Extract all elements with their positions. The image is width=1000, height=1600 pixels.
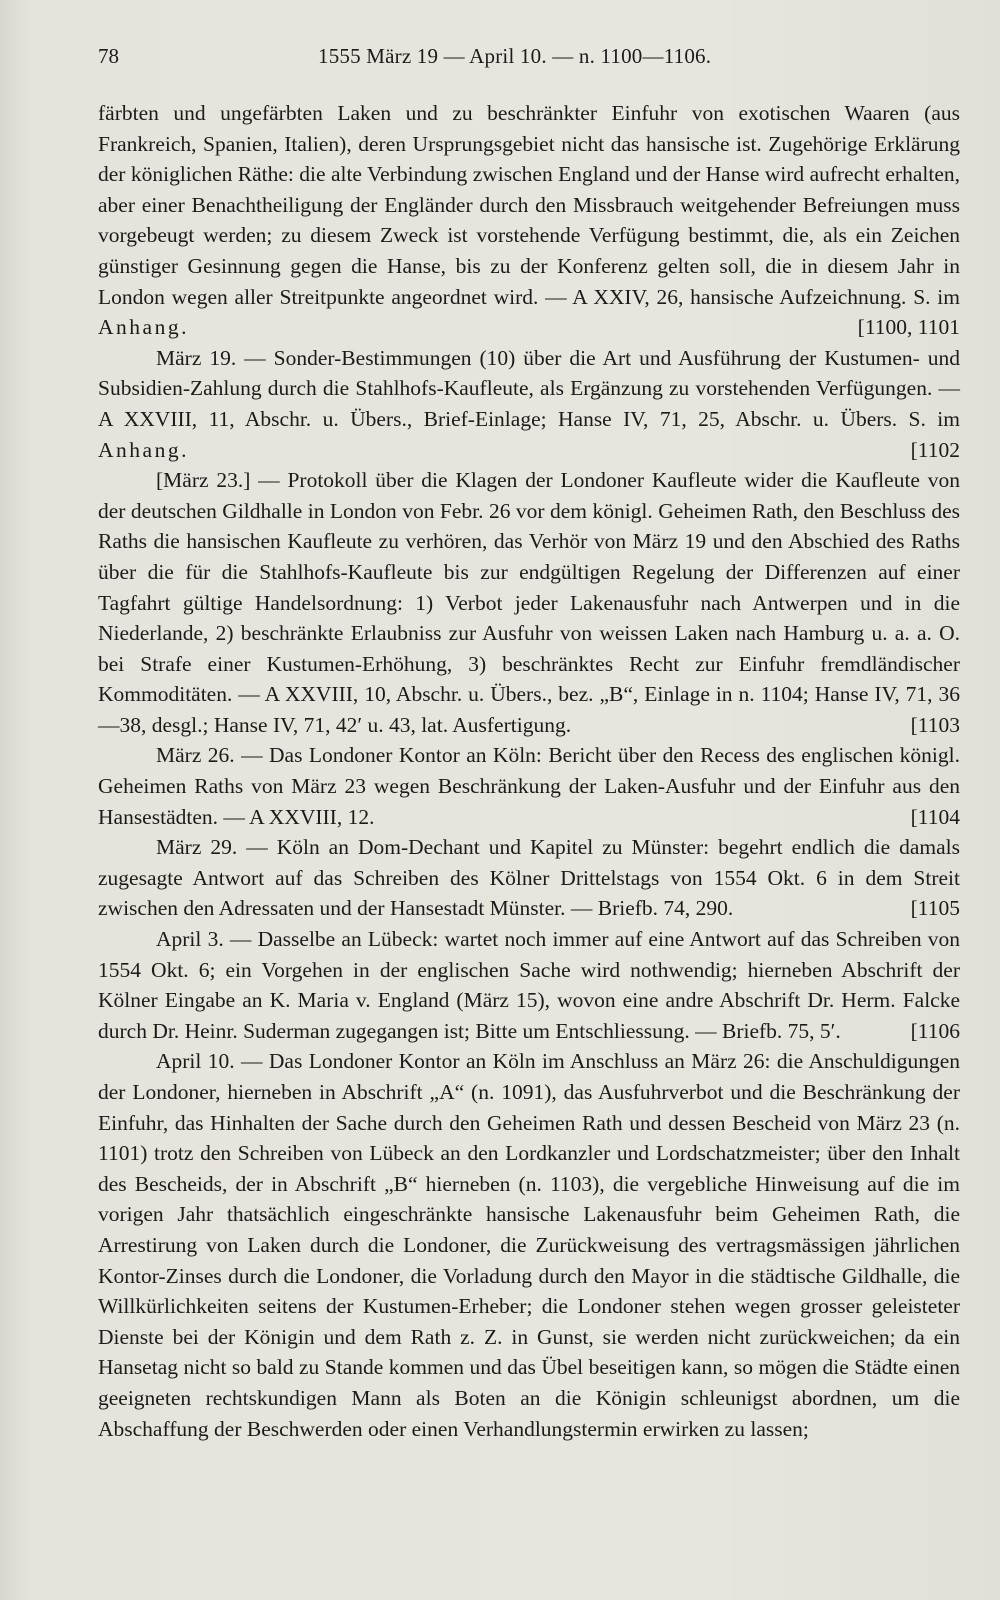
entry-text: — Das Londoner Kontor an Köln: Bericht über den Recess des englischen königl. Geheimen Raths von März 23 wegen Beschränkung der Laken-Ausfuhr und der Einfuhr aus den Hansestädten. — A XXVIII, 12. [98, 743, 960, 829]
entry-1106 [98, 924, 960, 1046]
entry-date: März 26. [156, 743, 235, 768]
entry-text: färbten und ungefärbten Laken und zu beschränkter Einfuhr von exotischen Waaren (aus Frankreich, Spanien, Italien), deren Ursprungsgebiet nicht das hansische ist. Zugehörige Erklärung der königlichen Räthe: die alte Verbindung zwischen England und der Hanse wird aufrecht erhalten, aber einer Benachtheiligung der Engländer durch den Missbrauch weitgehender Befreiungen muss vorgebeugt werden; zu diesem Zweck ist vorstehende Verfügung bestimmt, die, als ein Zeichen günstiger Gesinnung gegen die Hanse, bis zu der Konferenz gelten soll, die in diesem Jahr in London wegen aller Streitpunkte angeordnet wird. — A XXIV, 26, hansische Aufzeichnung. S. im [98, 101, 960, 309]
entry-number: [1104 [910, 804, 960, 829]
entry-date: März 29. [156, 835, 238, 860]
entry-1104 [98, 740, 960, 832]
entry-tail: Anhang. [98, 315, 189, 340]
entry-text: — Köln an Dom-Dechant und Kapitel zu Münster: begehrt endlich die damals zugesagte Antwort auf das Schreiben des Kölner Drittelstags von 1554 Okt. 6 in dem Streit zwischen den Adressaten und der Hansestadt Münster. — Briefb. 74, 290. [98, 835, 960, 921]
entry-1100-1101 [98, 98, 960, 343]
entry-1102 [98, 343, 960, 465]
entries-body [98, 98, 960, 1444]
running-head [98, 44, 960, 80]
entry-text: — Dasselbe an Lübeck: wartet noch immer auf eine Antwort auf das Schreiben von 1554 Okt. 6; ein Vorgehen in der englischen Sache wird nothwendig; hierneben Abschrift der Kölner Eingabe an K. Maria v. England (März 15), wovon eine andre Abschrift Dr. Herm. Falcke durch Dr. Heinr. Suderman zugegangen ist; Bitte um Entschliessung. — Briefb. 75, 5′. [98, 927, 961, 1043]
entry-april-10 [98, 1046, 960, 1444]
entry-number: [1103 [910, 712, 960, 737]
entry-number: [1100, 1101 [857, 315, 960, 340]
entry-date: April 3. [156, 927, 224, 952]
entry-number: [1102 [910, 437, 960, 462]
entry-1105 [98, 832, 960, 924]
entry-tail: Anhang. [98, 437, 189, 462]
entry-1103 [98, 465, 960, 740]
entry-date: April 10. [156, 1049, 235, 1074]
entry-text: — Protokoll über die Klagen der Londoner Kaufleute wider die Kaufleute von der deutschen Gildhalle in London von Febr. 26 vor dem königl. Geheimen Rath, den Beschluss des Raths die hansischen Kaufleute zu verhören, das Verhör von März 19 und den Abschied des Raths über die für die Stahlhofs-Kaufleute bis zur endgültigen Regelung der Differenzen auf einer Tagfahrt gültige Handelsordnung: 1) Verbot jeder Lakenausfuhr nach Antwerpen und in die Niederlande, 2) beschränkte Erlaubniss zur Ausfuhr von weissen Laken nach Hamburg u. a. a. O. bei Strafe einer Kustumen-Erhöhung, 3) beschränktes Recht zur Einfuhr fremdländischer Kommoditäten. — A XXVIII, 10, Abschr. u. Übers., bez. „B“, Einlage in n. 1104; Hanse IV, 71, 36—38, desgl.; Hanse IV, 71, 42′ u. 43, lat. Ausfertigung. [98, 468, 961, 737]
page-number: 78 [98, 44, 119, 68]
entry-text: — Sonder-Bestimmungen (10) über die Art und Ausführung der Kustumen- und Subsidien-Zahlung durch die Stahlhofs-Kaufleute, als Ergänzung zu vorstehenden Verfügungen. — A XXVIII, 11, Abschr. u. Übers., Brief-Einlage; Hanse IV, 71, 25, Abschr. u. Übers. S. im [98, 345, 961, 431]
entry-text: — Das Londoner Kontor an Köln im Anschluss an März 26: die Anschuldigungen der Londoner, hierneben in Abschrift „A“ (n. 1091), das Ausfuhrverbot und die Beschränkung der Einfuhr, das Hinhalten der Sache durch den Geheimen Rath und dessen Bescheid von März 23 (n. 1101) trotz den Schreiben von Lübeck an den Lordkanzler und Lordschatzmeister; über den Inhalt des Bescheids, der in Abschrift „B“ hierneben (n. 1103), die vergebliche Hinweisung auf die im vorigen Jahr thatsächlich eingeschränkte hansische Lakenausfuhr beim Geheimen Rath, die Arrestirung von Laken durch die Londoner, die Zurückweisung des vertragsmässigen jährlichen Kontor-Zinses durch die Londoner, die Vorladung durch den Mayor in die städtische Gildhalle, die Willkürlichkeiten seitens der Kustumen-Erheber; die Londoner stehen wegen grosser geleisteter Dienste bei der Königin und dem Rath z. Z. in Gunst, sie werden nicht zurückweichen; da ein Hansetag nicht so bald zu Stande kommen und das Übel beseitigen kann, so mögen die Städte einen geeigneten rechtskundigen Mann als Boten an die Königin schleunigst abordnen, um die Abschaffung der Beschwerden oder einen Verhandlungstermin erwirken zu lassen; [98, 1049, 961, 1441]
entry-number: [1105 [910, 896, 960, 921]
entry-date: [März 23.] [156, 468, 251, 493]
entry-number: [1106 [910, 1018, 960, 1043]
running-title: 1555 März 19 — April 10. — n. 1100—1106. [318, 44, 712, 68]
entry-date: März 19. [156, 345, 237, 370]
